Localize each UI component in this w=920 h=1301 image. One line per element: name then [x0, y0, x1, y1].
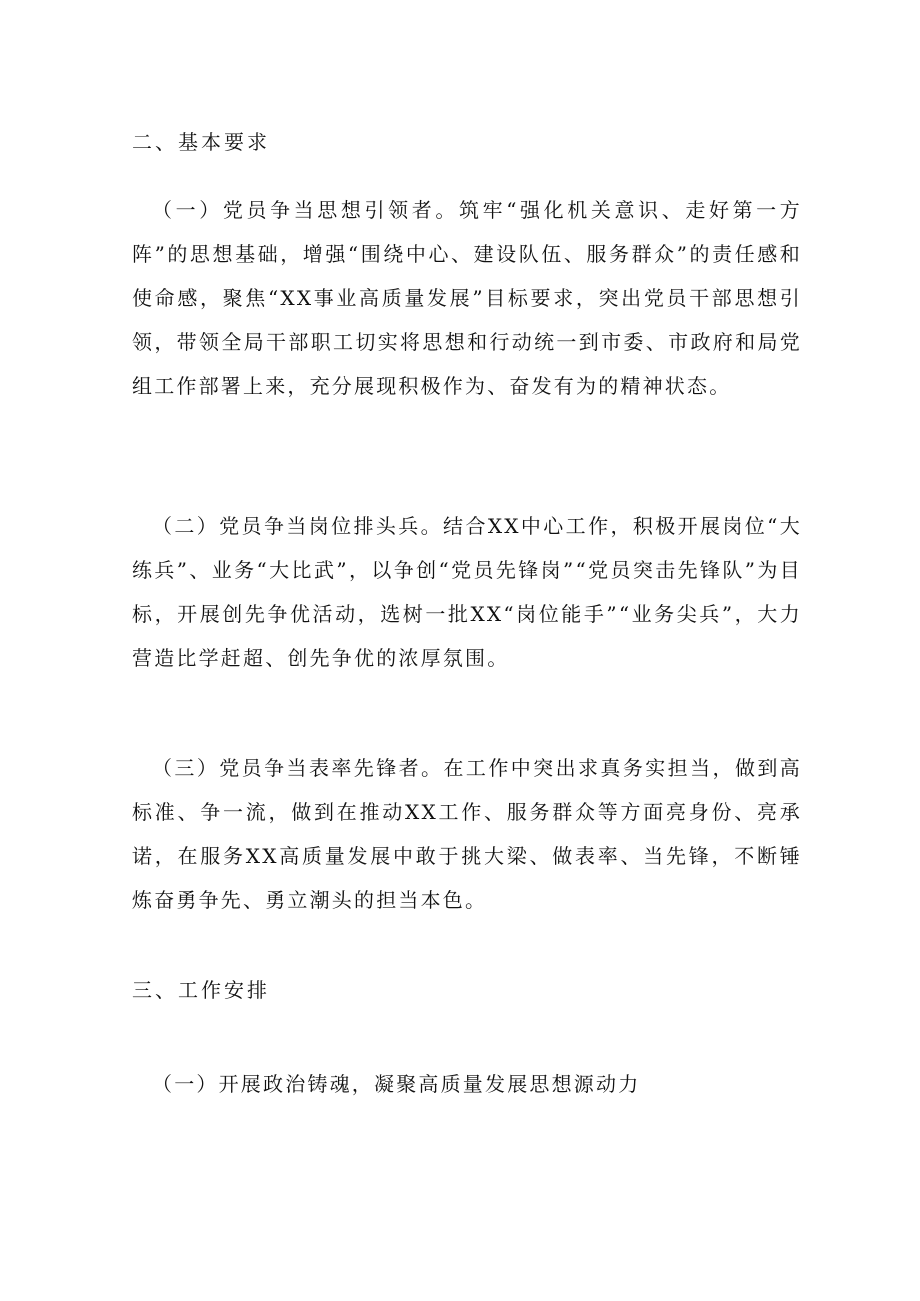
paragraph-exemplary-vanguard: （三）党员争当表率先锋者。在工作中突出求真务实担当，做到高标准、争一流，做到在推动XX工作、服务群众等方面亮身份、亮承诺，在服务XX高质量发展中敢于挑大梁、做表率、当先锋，不断锤炼奋勇争先、勇立潮头的担当本色。 [132, 756, 802, 912]
paragraph-post-pioneer: （二）党员争当岗位排头兵。结合XX中心工作，积极开展岗位“大练兵”、业务“大比武”，以争创“党员先锋岗”“党员突击先锋队”为目标，开展创先争优活动，选树一批XX“岗位能手”“业务尖兵”，大力营造比学赶超、创先争优的浓厚氛围。 [132, 514, 802, 670]
paragraph-ideological-leader: （一）党员争当思想引领者。筑牢“强化机关意识、走好第一方阵”的思想基础，增强“围绕中心、建设队伍、服务群众”的责任感和使命感，聚焦“XX事业高质量发展”目标要求，突出党员干部思想引领，带领全局干部职工切实将思想和行动统一到市委、市政府和局党组工作部署上来，充分展现积极作为、奋发有为的精神状态。 [132, 198, 802, 398]
subheading-political-soul: （一）开展政治铸魂，凝聚高质量发展思想源动力 [152, 1072, 641, 1096]
section-heading-work-arrangement: 三、工作安排 [132, 978, 270, 1002]
section-heading-basic-requirements: 二、基本要求 [132, 130, 270, 154]
